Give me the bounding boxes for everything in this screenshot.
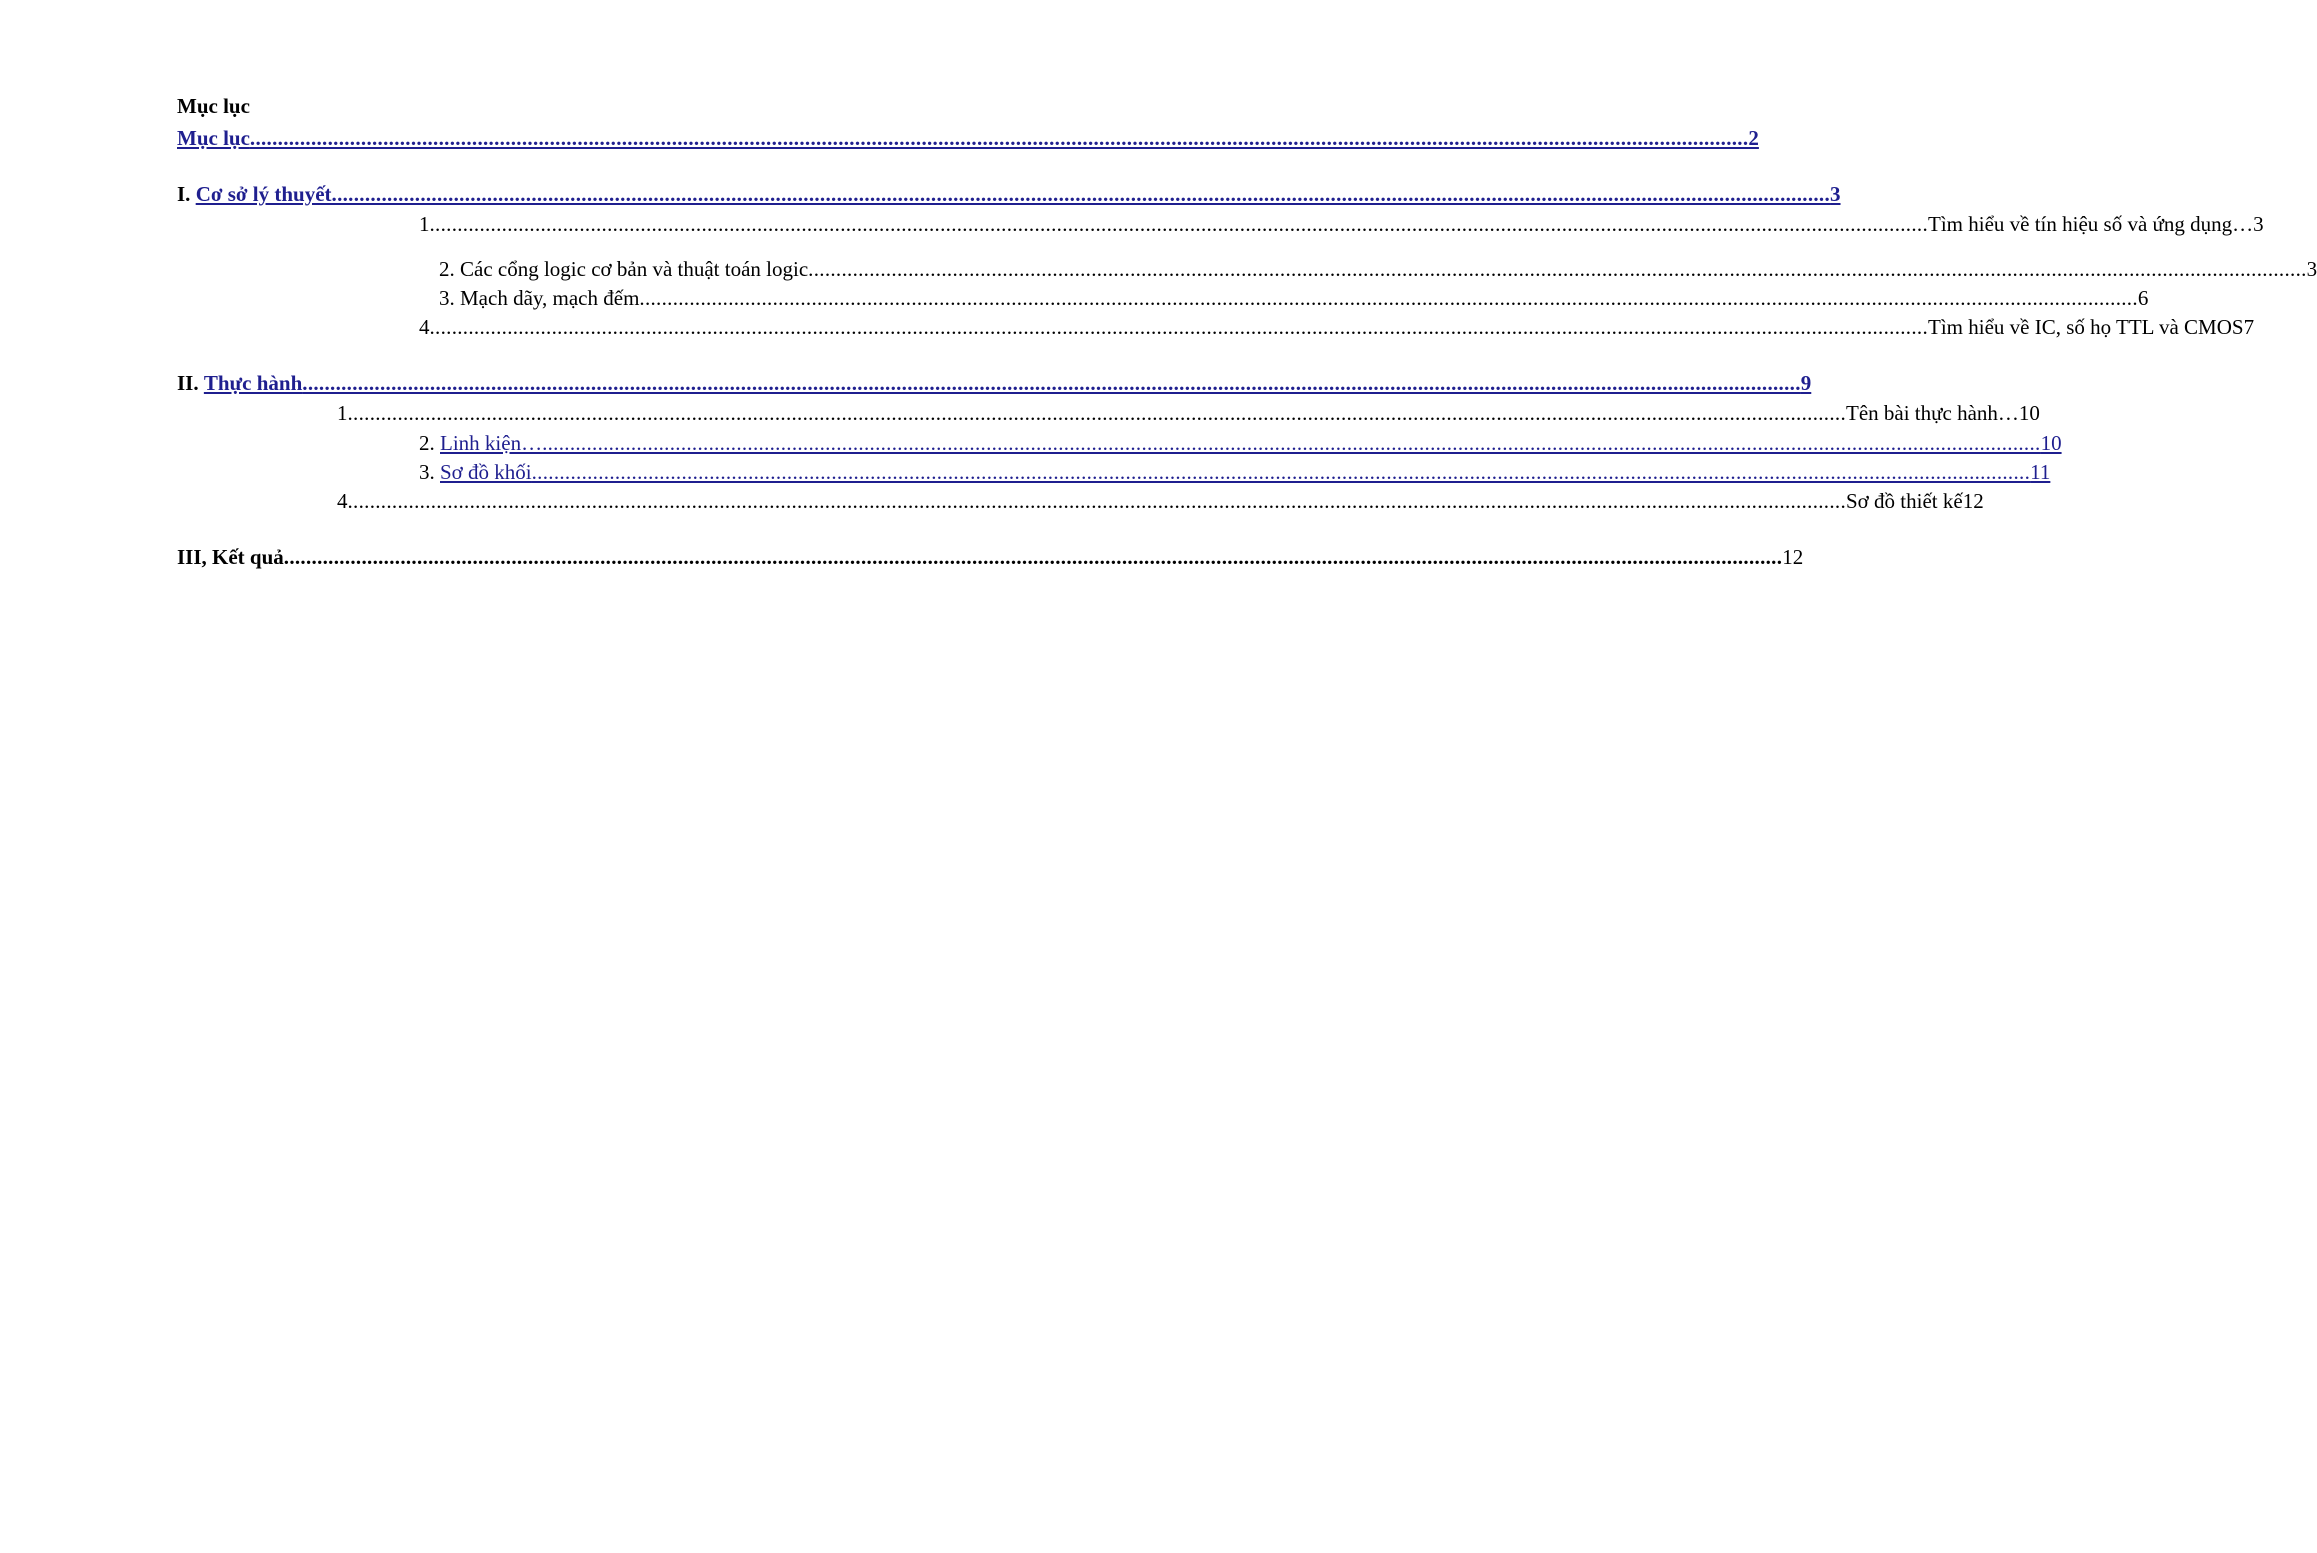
toc-entry-page: 12 bbox=[1782, 545, 1804, 569]
toc-entry-section-2-1[interactable] bbox=[337, 400, 2040, 426]
toc-entry-prefix: 2. bbox=[439, 257, 460, 281]
toc-entry-page: 3 bbox=[2253, 212, 2264, 236]
toc-leader bbox=[250, 125, 1749, 151]
toc-entry-prefix: 2. bbox=[419, 431, 440, 455]
toc-entry-page: 12 bbox=[1962, 489, 1984, 513]
toc-leader bbox=[348, 488, 1847, 514]
toc-entry-page: 10 bbox=[2018, 401, 2040, 425]
toc-leader bbox=[808, 256, 2307, 282]
toc-leader bbox=[542, 430, 2041, 456]
toc-entry-title: Sơ đồ khối bbox=[440, 460, 532, 484]
toc-leader bbox=[430, 211, 1929, 237]
toc-heading: Mục lục bbox=[177, 94, 250, 118]
toc-entry-prefix: 3. bbox=[439, 286, 460, 310]
toc-leader bbox=[332, 181, 1831, 207]
toc-entry-title: Tìm hiểu về tín hiệu số và ứng dụng… bbox=[1928, 212, 2254, 236]
toc-entry-title: Cơ sở lý thuyết bbox=[195, 182, 332, 206]
toc-entry-section-1-3[interactable] bbox=[439, 285, 2149, 311]
toc-entry-page: 3 bbox=[2306, 257, 2317, 281]
toc-entry-title: Các cổng logic cơ bản và thuật toán logic bbox=[460, 257, 809, 281]
toc-entry-prefix: 4 bbox=[337, 489, 348, 513]
toc-entry-link[interactable] bbox=[440, 430, 2062, 456]
toc-entry-section-2-4[interactable] bbox=[337, 488, 1984, 514]
toc-entry-section-3[interactable] bbox=[177, 544, 1804, 570]
toc-entry-prefix: II. bbox=[177, 371, 204, 395]
toc-entry-title: Sơ đồ thiết kế bbox=[1846, 489, 1963, 513]
toc-entry-section-1[interactable] bbox=[177, 181, 1841, 207]
toc-entry-section-2-2[interactable] bbox=[419, 430, 2062, 456]
toc-leader bbox=[532, 459, 2031, 485]
toc-leader bbox=[284, 544, 1783, 570]
toc-leader bbox=[348, 400, 1847, 426]
toc-entry-link[interactable] bbox=[204, 370, 1811, 396]
toc-entry-link[interactable] bbox=[440, 459, 2050, 485]
toc-entry-prefix: 3. bbox=[419, 460, 440, 484]
toc-leader bbox=[430, 314, 1929, 340]
toc-leader bbox=[639, 285, 2138, 311]
toc-entry-title: Tìm hiểu về IC, số họ TTL và CMOS bbox=[1928, 315, 2244, 339]
toc-entry-page: 3 bbox=[1830, 182, 1841, 206]
toc-entry-section-1-1[interactable] bbox=[419, 211, 2264, 237]
toc-entry-page: 6 bbox=[2137, 286, 2149, 310]
toc-entry-page: 10 bbox=[2040, 431, 2062, 455]
toc-entry-muc-luc[interactable] bbox=[177, 125, 1759, 151]
toc-entry-prefix: I. bbox=[177, 182, 196, 206]
toc-entry-prefix: 1 bbox=[419, 212, 430, 236]
toc-entry-section-1-2[interactable] bbox=[439, 256, 2317, 282]
toc-entry-section-1-4[interactable] bbox=[419, 314, 2255, 340]
toc-leader bbox=[302, 370, 1801, 396]
toc-entry-title: III, Kết quả bbox=[177, 545, 284, 569]
toc-entry-title: Mục lục bbox=[177, 126, 250, 150]
toc-entry-page: 11 bbox=[2030, 460, 2051, 484]
toc-entry-page: 7 bbox=[2243, 315, 2255, 339]
toc-entry-page: 9 bbox=[1800, 371, 1812, 395]
toc-entry-section-2[interactable] bbox=[177, 370, 1812, 396]
toc-entry-title: Mạch dãy, mạch đếm bbox=[460, 286, 640, 310]
toc-entry-title: Tên bài thực hành… bbox=[1846, 401, 2019, 425]
toc-entry-prefix: 4 bbox=[419, 315, 430, 339]
toc-entry-prefix: 1 bbox=[337, 401, 348, 425]
toc-entry-title: Thực hành bbox=[203, 371, 303, 395]
toc-entry-title: Linh kiện… bbox=[440, 431, 543, 455]
toc-entry-page: 2 bbox=[1748, 126, 1759, 150]
toc-entry-link[interactable] bbox=[196, 181, 1841, 207]
toc-entry-section-2-3[interactable] bbox=[419, 459, 2051, 485]
